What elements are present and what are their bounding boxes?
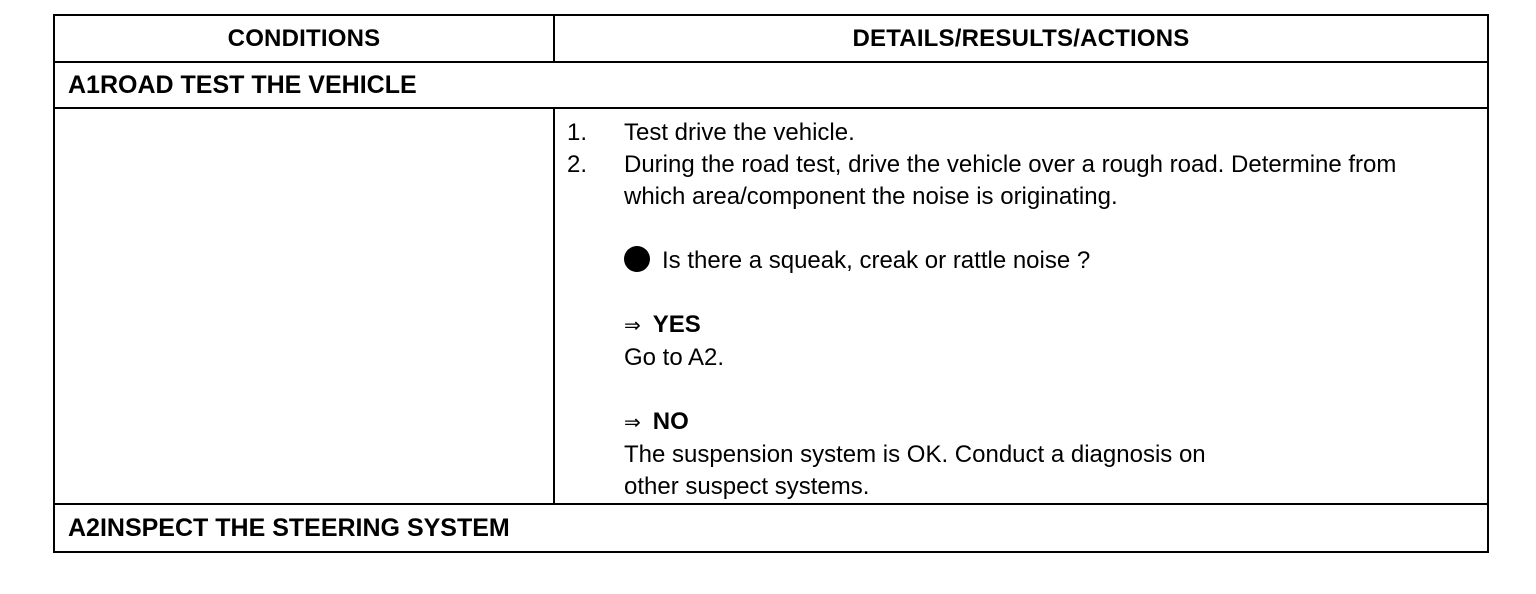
diagnosis-table bbox=[53, 14, 1489, 553]
section-title-a1: A1ROAD TEST THE VEHICLE bbox=[55, 63, 1487, 109]
yes-action: Go to A2. bbox=[624, 344, 725, 371]
question-line bbox=[624, 245, 1487, 277]
table-header-row bbox=[55, 16, 1487, 63]
details-header: DETAILS/RESULTS/ACTIONS bbox=[852, 24, 1190, 52]
step-number: 2. bbox=[567, 151, 588, 178]
details-cell bbox=[555, 109, 1487, 503]
bullet-icon bbox=[624, 246, 650, 272]
no-heading bbox=[624, 406, 1487, 439]
no-action-line-2: other suspect systems. bbox=[624, 473, 870, 500]
section-title-a2: A2INSPECT THE STEERING SYSTEM bbox=[68, 513, 510, 542]
step-1 bbox=[567, 117, 1487, 149]
question-text: Is there a squeak, creak or rattle noise ? bbox=[662, 247, 1091, 274]
conditions-header: CONDITIONS bbox=[55, 16, 555, 61]
yes-label: YES bbox=[652, 311, 701, 338]
section-body-a1 bbox=[55, 109, 1487, 505]
step-text: Test drive the vehicle. bbox=[624, 119, 855, 146]
no-label: NO bbox=[652, 408, 689, 435]
conditions-cell bbox=[55, 109, 555, 503]
yes-heading bbox=[624, 309, 1487, 342]
step-text: During the road test, drive the vehicle over a rough road. Determine from which area/component the noise is originating. bbox=[624, 151, 1397, 210]
arrow-right-icon: ⇒ bbox=[624, 315, 641, 337]
step-2 bbox=[567, 149, 1487, 213]
no-action-line-1: The suspension system is OK. Conduct a diagnosis on bbox=[624, 441, 1206, 468]
arrow-right-icon: ⇒ bbox=[624, 412, 641, 434]
step-number: 1. bbox=[567, 119, 588, 146]
